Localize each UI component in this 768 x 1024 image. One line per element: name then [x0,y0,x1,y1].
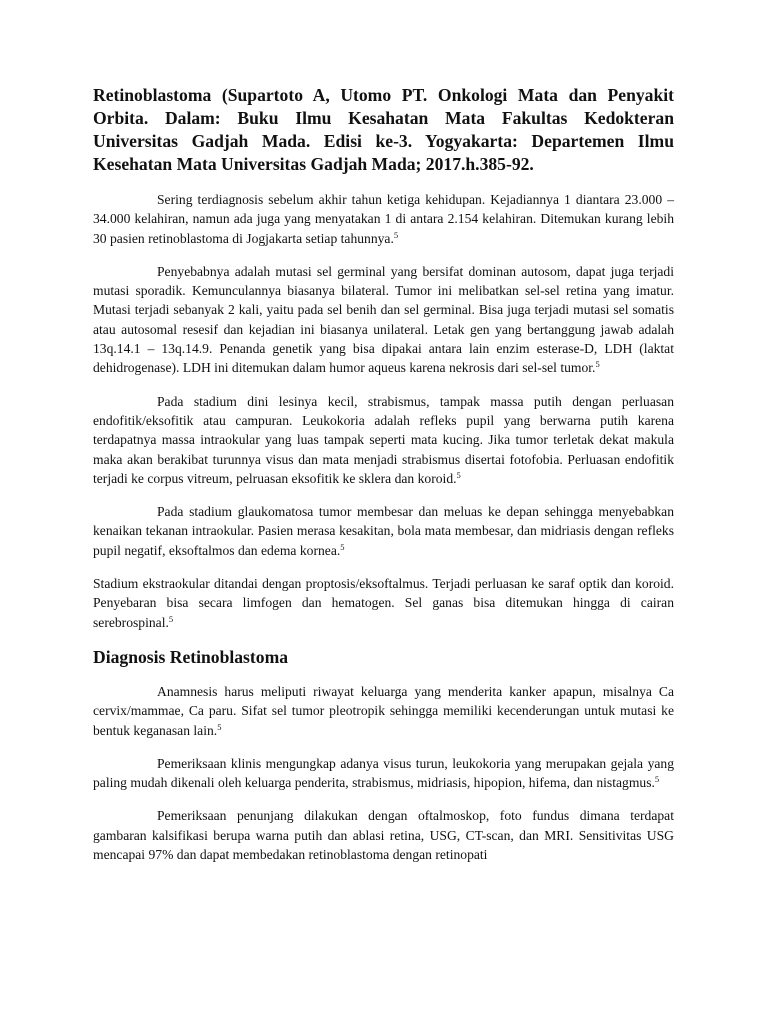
paragraph-text: Sering terdiagnosis sebelum akhir tahun ketiga kehidupan. Kejadiannya 1 diantara 23.000 – 34.000 kelahiran, namun ada juga yang menyatakan 1 di antara 2.154 kelahiran. Ditemukan kurang lebih 30 pasien retinoblastoma di Jogjakarta setiap tahunnya. [93,192,674,246]
paragraph-epidemiology [93,190,674,248]
paragraph-glaucomatous-stage [93,502,674,560]
paragraph-text: Pemeriksaan klinis mengungkap adanya visus turun, leukokoria yang merupakan gejala yang paling mudah dikenali oleh keluarga penderita, strabismus, midriasis, hipopion, hifema, dan nistagmus. [93,755,674,791]
paragraph-extraocular-stage [93,574,674,632]
paragraph-anamnesis [93,682,674,740]
citation-marker: 5 [340,541,345,552]
paragraph-text: Anamnesis harus meliputi riwayat keluarga yang menderita kanker apapun, misalnya Ca cervix/mammae, Ca paru. Sifat sel tumor pleotropik sehingga memiliki kecenderungan untuk mutasi ke bentuk keganasan lain. [93,683,674,738]
paragraph-text: Pada stadium glaukomatosa tumor membesar dan meluas ke depan sehingga menyebabkan kenaikan tekanan intraokular. Pasien merasa kesakitan, bola mata membesar, dan midriasis dengan refleks pupil negatif, eksoftalmos dan edema kornea. [93,504,674,558]
paragraph-text: Stadium ekstraokular ditandai dengan proptosis/eksoftalmus. Terjadi perluasan ke saraf optik dan koroid. Penyebaran bisa secara limfogen dan hematogen. Sel ganas bisa ditemukan hingga di cairan serebrospinal. [93,576,674,630]
paragraph-text: Pada stadium dini lesinya kecil, strabismus, tampak massa putih dengan perluasan endofitik/eksofitik atau campuran. Leukokoria adalah refleks pupil yang berwarna putih karena terdapatnya massa intraokular yang luas tampak seperti mata kucing. Jika tumor terletak dekat makula maka akan berakibat turunnya visus dan mata menjadi strabismus disertai fotofobia. Perluasan endofitik terjadi ke corpus vitreum, pelruasan eksofitik ke sklera dan koroid. [93,393,674,486]
paragraph-early-stage [93,392,674,488]
paragraph-clinical-exam [93,754,674,793]
paragraph-etiology [93,262,674,378]
document-page [93,84,674,878]
paragraph-text: Penyebabnya adalah mutasi sel germinal yang bersifat dominan autosom, dapat juga terjadi mutasi sporadik. Kemunculannya biasanya bilateral. Tumor ini melibatkan sel-sel retina yang imatur. Mutasi terjadi sebanyak 2 kali, yaitu pada sel benih dan sel germinal. Bisa juga terjadi mutasi sel somatis atau autosomal resesif dan kejadian ini biasanya unilateral. Letak gen yang bertanggung jawab adalah 13q.14.1 – 13q.14.9. Penanda genetik yang bisa dipakai antara lain enzim esterase-D, LDH (laktat dehidrogenase). LDH ini ditemukan dalam humor aqueus karena nekrosis dari sel-sel tumor. [93,263,674,376]
citation-marker: 5 [654,774,660,785]
reference-heading: Retinoblastoma (Supartoto A, Utomo PT. Onkologi Mata dan Penyakit Orbita. Dalam: Buku Ilmu Kesahatan Mata Fakultas Kedokteran Universitas Gadjah Mada. Edisi ke-3. Yogyakarta: Departemen Ilmu Kesehatan Mata Universitas Gadjah Mada; 2017.h.385-92. [93,85,674,174]
section-heading-diagnosis: Diagnosis Retinoblastoma [93,646,289,667]
paragraph-supporting-exam [93,806,674,864]
paragraph-text: Pemeriksaan penunjang dilakukan dengan oftalmoskop, foto fundus dimana terdapat gambaran kalsifikasi berupa warna putih dan ablasi retina, USG, CT-scan, dan MRI. Sensitivitas USG mencapai 97% dan dapat membedakan retinoblastoma dengan retinopati [93,808,674,863]
citation-marker: 5 [217,721,222,732]
citation-marker: 5 [168,613,174,624]
citation-marker: 5 [595,359,600,370]
citation-marker: 5 [393,229,399,240]
citation-marker: 5 [456,469,461,480]
